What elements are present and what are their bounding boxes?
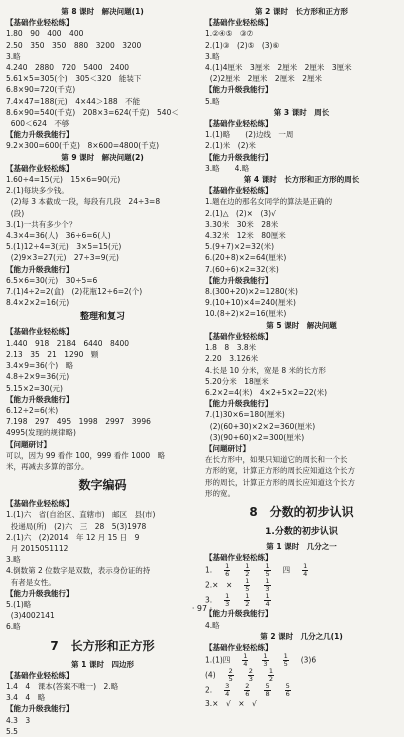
answer-line: 4.长是 10 分米，宽是 8 米的长方形 [205,365,327,375]
answer-line: 7.198 297 495 1998 2997 3996 [6,417,151,427]
answer-text: (3)6 [300,655,317,665]
fraction-answer-line [205,683,398,698]
answer-line: 形的宽。 [205,488,235,498]
fraction [244,683,250,698]
denominator: 6 [245,690,250,699]
numerator: 1 [265,578,270,586]
fraction [283,653,289,668]
denominator: 4 [225,690,230,699]
denominator: 3 [265,585,270,594]
answer-line: 7.(1)30×6=180(厘米) [205,410,285,420]
answer-line: 3.略 4.略 [205,163,250,173]
section-tag: 【问题研讨】 [6,439,51,449]
answer-text: 3.× √ × √ [205,699,257,709]
answer-line: 5.略 [205,96,220,106]
answer-line: (2)9×3=27(元) 27÷3=9(元) [6,253,119,263]
section-tag: 【基础作业轻松练】 [205,642,273,652]
answer-line: 4.略 [205,620,220,630]
answer-line: 2.13 35 21 1290 颗 [6,349,99,359]
answer-line: 2.20 3.126米 [205,354,259,364]
answer-line: 3.(1)一共有多少个？ [6,219,77,229]
fraction [302,563,308,578]
numerator: 1 [283,653,288,661]
answer-line: 1.60÷4=15(元) 15×6=90(元) [6,175,121,185]
answer-line: 5.(1)略 [6,599,32,609]
fraction [244,563,250,578]
answer-line: 4.3×4=36(人) 36÷6=6(人) [6,231,111,241]
answer-line: (段) [6,208,25,218]
denominator: 2 [268,675,274,684]
answer-line: 2.(1)米 (2)米 [205,141,256,151]
answer-text: (4) [205,670,216,680]
section-tag: 【基础作业轻松练】 [205,18,273,28]
numerator: 1 [245,578,250,586]
answer-line: 有者是女性。 [6,577,56,587]
fraction [285,683,291,698]
answer-line: 5.5 [6,726,18,736]
denominator: 8 [265,690,270,699]
answer-line: 6.(20+8)×2=64(厘米) [205,253,287,263]
denominator: 6 [225,570,230,579]
denominator: 3 [248,675,253,684]
numerator: 1 [245,563,250,571]
answer-line: 方形的宽，计算正方形的周长应知道这个长方 [205,466,355,476]
section-tag: 【基础作业轻松练】 [6,499,74,509]
lesson-title: 第 1 课时 几分之一 [266,541,337,551]
answer-line: 1.4 4 课本(答案不唯一) 2.略 [6,681,119,691]
section-tag: 【能力升级我能行】 [6,394,74,404]
answer-line: 8.6×90=540(千克) 208×3=624(千克) 540＜ [6,107,179,117]
numerator: 1 [265,563,270,571]
section-tag: 【能力升级我能行】 [6,704,74,714]
answer-text: 3. [205,595,213,605]
left-column [6,6,199,737]
answer-line: 5.(1)12÷4=3(元) 3×5=15(元) [6,242,122,252]
answer-line: 3.30米 30米 28米 [205,219,279,229]
section-tag: 【基础作业轻松练】 [6,670,74,680]
numerator: 3 [225,683,230,691]
answer-text: 1.(1)四 [205,655,231,665]
lesson-title: 第 3 课时 周长 [273,107,330,117]
fraction [248,668,254,683]
answer-line: 2.(1)③ (2)⑤ (3)⑥ [205,40,280,50]
answer-line: 3.4×9=36(个) 略 [6,361,74,371]
fraction-answer-line [205,578,398,593]
lesson-title: 第 4 课时 长方形和正方形的周长 [243,175,360,185]
right-column [205,6,398,737]
numerator: 1 [243,653,248,661]
section-tag: 【基础作业轻松练】 [6,18,74,28]
answer-text: 1. [205,565,213,575]
answer-line: 月 2015051112 [6,543,69,553]
answer-line: 1.8 8 3.8米 [205,343,257,353]
answer-line: 1.②④⑤ ③⑦ [205,29,254,39]
answer-line: 7.(1)4÷2=2(盒) (2)花瓶12÷6=2(个) [6,287,143,297]
fraction-answer-line [205,698,398,709]
denominator: 2 [245,570,250,579]
fraction-answer-line [205,563,398,578]
lesson-title: 第 8 课时 解决问题(1) [61,7,144,16]
fraction [264,563,270,578]
numerator: 1 [225,563,230,571]
numerator: 1 [245,593,250,601]
denominator: 3 [225,600,230,609]
fraction [268,668,274,683]
fraction [224,683,230,698]
answer-line: 1.题在边的那名女同学的算法是正确的 [205,197,333,207]
denominator: 6 [285,690,290,699]
fraction [262,653,268,668]
answer-line: 4.32米 12米 80厘米 [205,231,286,241]
numerator: 5 [285,683,290,691]
answer-line: 米，再减去多算的部分。 [6,461,89,471]
denominator: 4 [303,570,308,579]
answer-text: 2. [205,685,213,695]
section-tag: 【能力升级我能行】 [205,399,273,409]
answer-line: (3)(90+60)×2=300(厘米) [205,432,305,442]
numerator: 5 [265,683,270,691]
answer-line: 4.(1)4厘米 3厘米 2厘米 2厘米 3厘米 [205,63,352,73]
denominator: 4 [265,600,270,609]
answer-line: (3)4002141 [6,611,55,621]
answer-line: 5.15×2=30(元) [6,383,63,393]
section-tag: 【能力升级我能行】 [205,152,273,162]
unit-heading: 7 长方形和正方形 [50,638,155,653]
answer-line: 形的周长，计算正方形的周长应知道这个长方 [205,477,355,487]
section-tag: 【能力升级我能行】 [205,85,273,95]
lesson-title: 第 9 课时 解决问题(2) [61,152,144,162]
denominator: 5 [245,585,250,594]
answer-line: 1.(1)略 (2)边线 一周 [205,130,294,140]
answer-line: 2.50 350 350 880 3200 3200 [6,40,142,50]
answer-line: 3.略 [205,51,220,61]
answer-line: 2.(1)六 (2)2014 年 12 月 15 日 9 [6,532,140,542]
answer-line: 5.20分米 18厘米 [205,376,269,386]
answer-line: 10.(8÷2)×2=16(厘米) [205,309,287,319]
section-tag: 【基础作业轻松练】 [205,331,273,341]
answer-line: 7.4×47=188(元) 4×44＞188 不能 [6,96,141,106]
answer-line: 可以，因为 99 看作 100，999 看作 1000 略 [6,450,166,460]
answer-line: 投递局(所) (2)六 三 28 5(3)1978 [6,521,147,531]
answer-line: 600＜624 不够 [6,119,70,129]
answer-line: 6.略 [6,622,21,632]
section-heading: 整理和复习 [79,312,125,323]
answer-line: (2)2厘米 2厘米 2厘米 2厘米 [205,74,322,84]
section-tag: 【基础作业轻松练】 [6,327,74,337]
lesson-title: 第 5 课时 解决问题 [266,320,337,330]
section-tag: 【能力升级我能行】 [6,588,74,598]
denominator: 3 [263,660,268,669]
page-number: · 97 · [191,604,213,613]
answer-line: 4.3 3 [6,715,31,725]
unit-heading: 数字编码 [78,478,127,493]
numerator: 2 [245,683,250,691]
answer-text: 2.× × [205,580,233,590]
answer-line: 1.80 90 400 400 [6,29,84,39]
numerator: 1 [265,593,270,601]
fraction [264,578,270,593]
answer-line: 9.(10+10)×4=240(厘米) [205,298,296,308]
fraction [244,578,250,593]
denominator: 2 [245,600,250,609]
denominator: 5 [265,570,270,579]
answer-line: 3.4 4 略 [6,693,46,703]
answer-line: 2.(1)△ (2)× (3)√ [205,208,276,218]
answer-line: 3.略 [6,555,21,565]
denominator: 5 [228,675,233,684]
answer-line: 4995(发现的规律略) [6,428,76,438]
numerator: 1 [268,668,274,676]
fraction-answer-line [205,653,398,668]
fraction [224,563,230,578]
denominator: 5 [283,660,288,669]
unit-heading: 8 分数的初步认识 [249,504,354,519]
section-tag: 【能力升级我能行】 [6,264,74,274]
section-tag: 【基础作业轻松练】 [205,119,273,129]
two-column-layout [6,6,398,737]
answer-line: 8.4×2×2=16(元) [6,298,70,308]
fraction [242,653,248,668]
lesson-title: 第 1 课时 四边形 [71,659,134,669]
section-tag: 【基础作业轻松练】 [6,163,74,173]
answer-line: 7.(60÷6)×2=32(米) [205,264,279,274]
fraction [264,683,270,698]
numerator: 1 [303,563,308,571]
answer-line: 4.240 2880 720 5400 2400 [6,63,130,73]
answer-line: 1.440 918 2184 6440 8400 [6,338,130,348]
numerator: 1 [263,653,268,661]
answer-line: (2)每 3 本截成一段，每段有几段 24÷3=8 [6,197,161,207]
section-tag: 【能力升级我能行】 [6,130,74,140]
lesson-title: 第 2 课时 长方形和正方形 [255,7,348,16]
answer-line: 在长方形中，如果只知道它的周长和一个长 [205,455,348,465]
answer-line: 2.(1)每块多少钱。 [6,186,69,196]
section-tag: 【基础作业轻松练】 [205,553,273,563]
section-heading: 1.分数的初步认识 [265,526,338,537]
answer-line: (2)(60+30)×2×2=360(厘米) [205,421,316,431]
answer-line: 8.(300+20)×2=1280(米) [205,287,298,297]
answer-line: 5.61×5=305(个) 305＜320 能装下 [6,74,142,84]
answer-line: 5.(9+7)×2=32(米) [205,242,275,252]
answer-line: 4.倒数第 2 位数字是双数，表示身份证的持 [6,566,151,576]
answer-line: 6.12÷2=6(米) [6,405,59,415]
section-tag: 【问题研讨】 [205,443,250,453]
answer-line: 1.(1)六 省(自治区、直辖市) 邮区 县(市) [6,510,156,520]
section-tag: 【能力升级我能行】 [205,275,273,285]
fraction-answer-line [205,668,398,683]
lesson-title: 第 2 课时 几分之几(1) [260,631,343,641]
answer-line: 9.2×300=600(千克) 8×600=4800(千克) [6,141,160,151]
section-tag: 【能力升级我能行】 [205,609,273,619]
denominator: 4 [243,660,248,669]
answer-line: 3.略 [6,51,21,61]
section-tag: 【基础作业轻松练】 [205,186,273,196]
answer-line: 6.8×90=720(千克) [6,85,76,95]
answer-line: 6.5×6=30(元) 30÷5=6 [6,275,98,285]
fraction [228,668,234,683]
answer-text: 四 [282,565,291,575]
numerator: 1 [225,593,230,601]
numerator: 2 [228,668,233,676]
answer-line: 4.8÷2×9=36(元) [6,372,70,382]
answer-line: 6.2×2=4(米) 4×2+5×2=22(米) [205,387,328,397]
numerator: 2 [248,668,253,676]
